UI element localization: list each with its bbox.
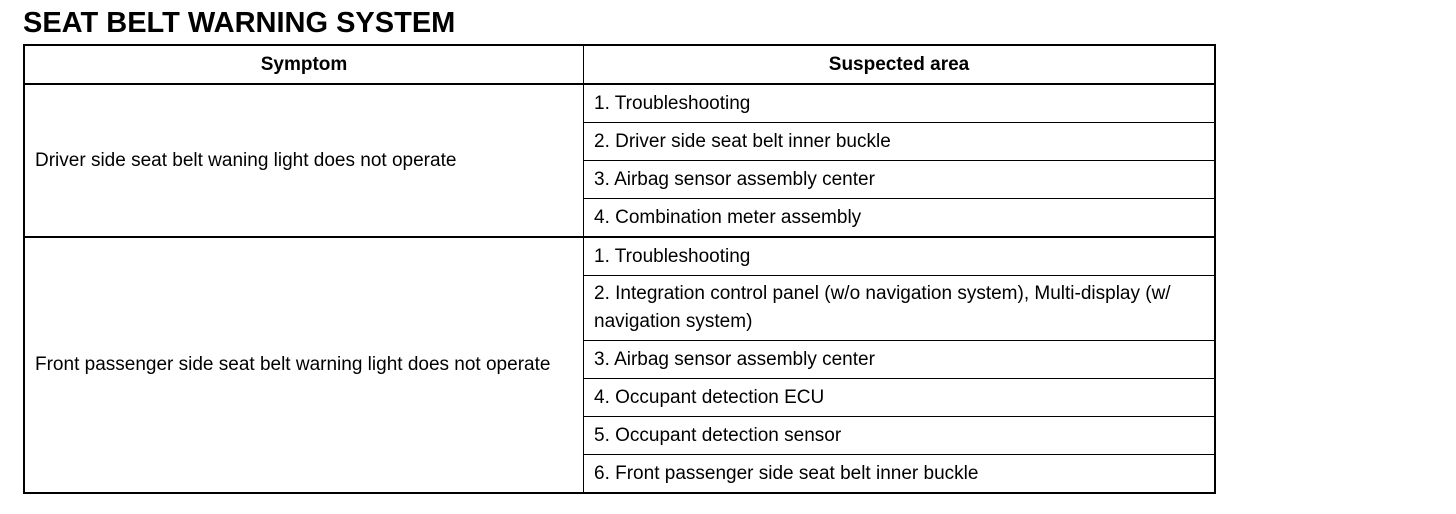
symptom-cell: Driver side seat belt waning light does not operate [24,84,584,237]
suspected-area-cell: 2. Integration control panel (w/o navigation system), Multi-display (w/ navigation system) [584,276,1216,341]
table-header-row [24,45,1215,84]
suspected-area-cell: 1. Troubleshooting [584,237,1216,276]
suspected-area-cell: 3. Airbag sensor assembly center [584,341,1216,379]
symptom-table [23,44,1216,494]
suspected-area-column-header: Suspected area [584,45,1216,84]
suspected-area-cell: 2. Driver side seat belt inner buckle [584,123,1216,161]
suspected-area-cell: 4. Occupant detection ECU [584,379,1216,417]
suspected-area-cell: 3. Airbag sensor assembly center [584,161,1216,199]
symptom-column-header: Symptom [24,45,584,84]
page-title: SEAT BELT WARNING SYSTEM [23,7,456,39]
suspected-area-cell: 4. Combination meter assembly [584,199,1216,238]
table-row [24,237,1215,276]
symptom-cell: Front passenger side seat belt warning light does not operate [24,237,584,493]
suspected-area-cell: 5. Occupant detection sensor [584,417,1216,455]
table-row [24,84,1215,123]
suspected-area-cell: 1. Troubleshooting [584,84,1216,123]
suspected-area-cell: 6. Front passenger side seat belt inner buckle [584,455,1216,494]
